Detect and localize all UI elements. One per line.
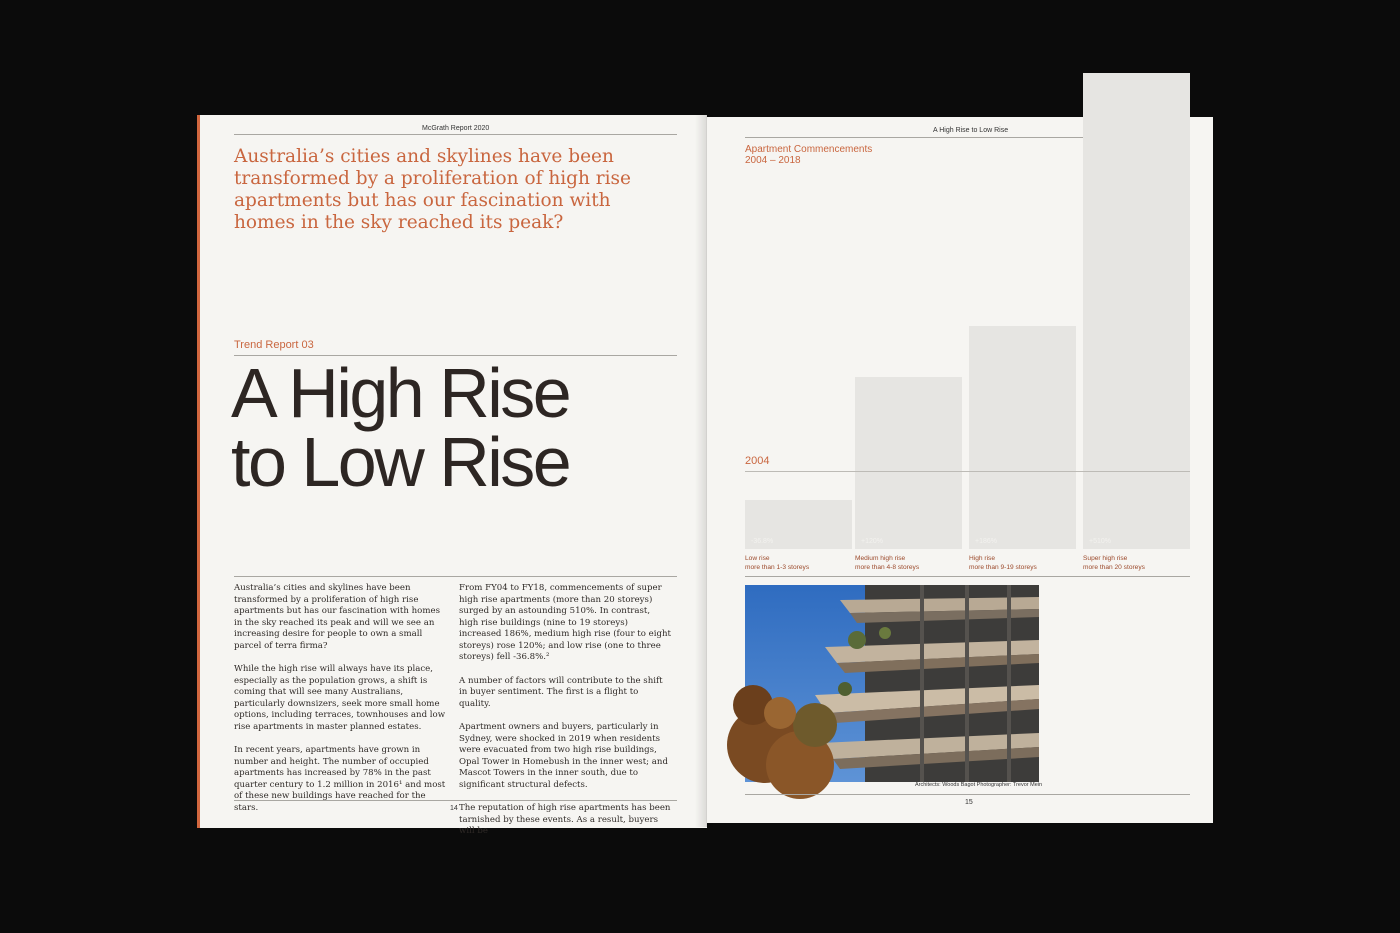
- category-label: [1083, 554, 1145, 572]
- building-photo-illustration: [745, 585, 1039, 782]
- category-sublabel: more than 20 storeys: [1083, 564, 1145, 571]
- body-top-rule: [234, 576, 677, 577]
- header-rule: [234, 134, 677, 135]
- category-name: Low rise: [745, 555, 770, 562]
- body-column-2: [459, 583, 672, 850]
- category-sublabel: more than 4-8 storeys: [855, 564, 920, 571]
- chart-title-line-1: Apartment Commencements: [745, 144, 873, 155]
- right-page: [707, 117, 1213, 823]
- article-headline: [231, 354, 691, 501]
- chart-bar: [855, 377, 962, 549]
- chart-bar: [1083, 73, 1190, 549]
- category-sublabel: more than 9-19 storeys: [969, 564, 1037, 571]
- category-label: [745, 554, 809, 572]
- headline-line-2: to Low Rise: [231, 423, 570, 501]
- bar-value-label: +120%: [861, 537, 883, 545]
- section-kicker: Trend Report 03: [234, 339, 314, 351]
- footer-rule: [745, 794, 1190, 795]
- chart-title-line-2: 2004 – 2018: [745, 155, 801, 166]
- body-paragraph: In recent years, apartments have grown in number and height. The number of occupied apartments has increased by 78% in the past quarter century to 1.2 million in 2016¹ and most of these new buildings have reached for the stars.: [234, 745, 446, 813]
- standfirst: Australia’s cities and skylines have been transformed by a proliferation of high rise apartments but has our fascination with homes in the sky reached its peak?: [234, 146, 631, 233]
- category-sublabel: more than 1-3 storeys: [745, 564, 810, 571]
- category-name: Super high rise: [1083, 555, 1128, 562]
- body-column-1: [234, 583, 447, 826]
- bar-value-label: +510%: [1089, 538, 1111, 545]
- body-paragraph: The reputation of high rise apartments has been tarnished by these events. As a result, buyers will be: [459, 803, 671, 836]
- running-head-right: A High Rise to Low Rise: [933, 127, 1009, 134]
- bar-value-label: +186%: [975, 537, 997, 545]
- body-paragraph: A number of factors will contribute to the shift in buyer sentiment. The first is a flight to quality.: [459, 675, 663, 709]
- bar-value-label: -36.8%: [751, 537, 774, 545]
- category-label: [855, 554, 919, 572]
- chart-bar: [969, 326, 1076, 549]
- category-label: [969, 554, 1037, 572]
- body-paragraph: While the high rise will always have its place, especially as the population grows, a shift is coming that will see many Australians, particularly downsizers, seek more small home options, including terraces, townhouses and low rise apartments in master planned estates.: [234, 664, 446, 732]
- baseline-year-label: 2004: [745, 455, 770, 467]
- page-number: 14: [450, 805, 458, 812]
- body-paragraph: From FY04 to FY18, commencements of super high rise apartments (more than 20 storeys) surged by an astounding 510%. In contrast, high rise buildings (nine to 19 storeys) increased 186%, medium high rise (four to eight storeys) rose 120%; and low rise (one to three storeys) fell -36.8%.²: [459, 583, 671, 662]
- chart-bottom-rule: [745, 576, 1190, 577]
- category-name: Medium high rise: [855, 555, 906, 562]
- chart-title: [745, 144, 872, 166]
- building-photo: [745, 585, 1039, 782]
- running-head-left: McGrath Report 2020: [422, 125, 490, 132]
- body-paragraph: Apartment owners and buyers, particularly in Sydney, were shocked in 2019 when residents were evacuated from two high rise buildings, Opal Tower in Homebush in the inner west; and Mascot Towers in the inner south, due to significant structural defects.: [459, 722, 668, 790]
- photo-caption: Architects: Woods Bagot Photographer: Trevor Mein: [915, 782, 1043, 788]
- body-paragraph: Australia’s cities and skylines have been transformed by a proliferation of high rise apartments but has our fascination with homes in the sky reached its peak and will we see an increasing desire for people to own a small parcel of terra firma?: [234, 583, 440, 651]
- footer-rule: [234, 800, 677, 801]
- category-name: High rise: [969, 555, 996, 562]
- chart-bar: [745, 500, 852, 549]
- headline-line-1: A High Rise: [231, 354, 570, 432]
- baseline-rule: [745, 471, 1190, 472]
- left-page: [197, 115, 707, 836]
- page-number: 15: [965, 799, 973, 806]
